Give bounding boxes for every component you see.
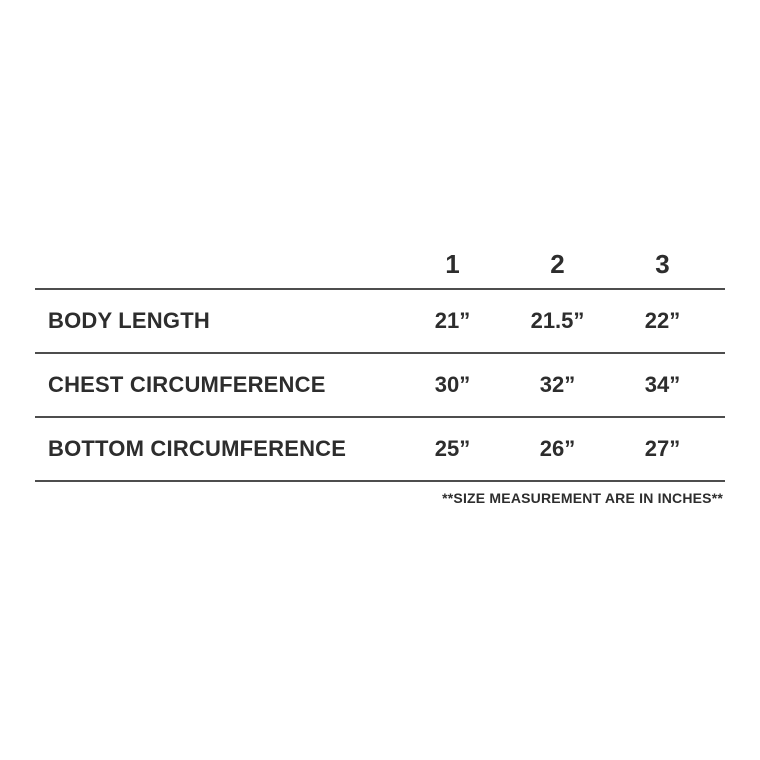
body-length-size-1: 21” xyxy=(434,308,471,333)
chest-circumference-size-1: 30” xyxy=(434,372,471,397)
bottom-circumference-size-1: 25” xyxy=(434,436,471,461)
size-chart-header-row xyxy=(35,240,725,290)
size-chart xyxy=(35,240,725,506)
row-label: CHEST CIRCUMFERENCE xyxy=(48,372,326,397)
chest-circumference-size-3: 34” xyxy=(644,372,681,397)
row-label: BOTTOM CIRCUMFERENCE xyxy=(48,436,347,461)
chest-circumference-size-2: 32” xyxy=(539,372,576,397)
body-length-size-3: 22” xyxy=(644,308,681,333)
bottom-circumference-size-2: 26” xyxy=(539,436,576,461)
table-row-body-length xyxy=(35,290,725,354)
body-length-size-2: 21.5” xyxy=(530,308,585,333)
size-column-header-2: 2 xyxy=(550,248,565,279)
size-column-header-3: 3 xyxy=(655,248,670,279)
table-row-chest-circumference xyxy=(35,354,725,418)
bottom-circumference-size-3: 27” xyxy=(644,436,681,461)
size-measurement-footnote: **SIZE MEASUREMENT ARE IN INCHES** xyxy=(442,490,723,506)
row-label: BODY LENGTH xyxy=(48,308,210,333)
size-column-header-1: 1 xyxy=(445,248,460,279)
table-row-bottom-circumference xyxy=(35,418,725,482)
